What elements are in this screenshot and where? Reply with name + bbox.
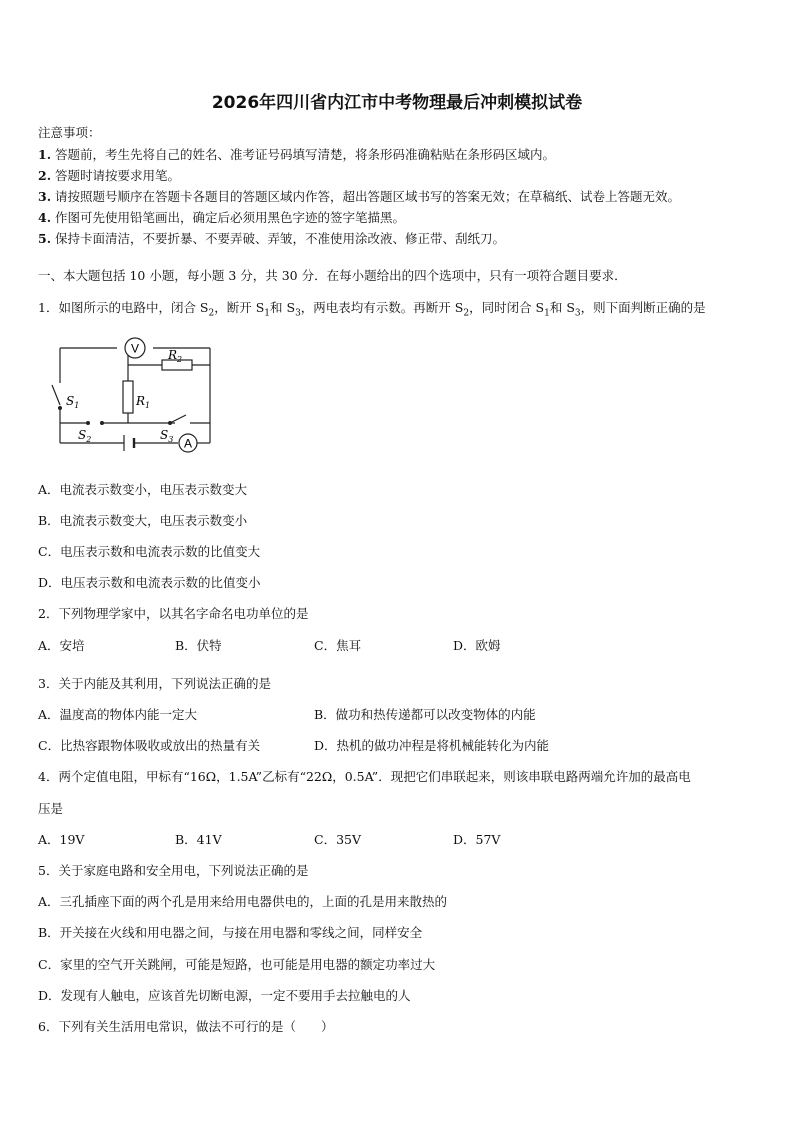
s3-label: $S_3$ [160,428,174,444]
option: A．电流表示数变小，电压表示数变大 [38,482,248,497]
notice-item: 3. 请按照题号顺序在答题卡各题目的答题区域内作答，超出答题区域书写的答案无效；在草稿纸、试卷上答题无效。 [38,189,681,204]
page-title: 2026年四川省内江市中考物理最后冲刺模拟试卷 [211,93,583,113]
option: B．电流表示数变大，电压表示数变小 [38,513,248,528]
option: D．57V [453,832,501,847]
r1-label: $R_1$ [136,394,151,410]
option: B．做功和热传递都可以改变物体的内能 [314,707,536,722]
option: B．伏特 [175,638,222,653]
option: D．热机的做功冲程是将机械能转化为内能 [314,738,550,753]
ammeter-label: A [183,436,193,451]
question-2-stem: 2．下列物理学家中，以其名字命名电功单位的是 [38,606,309,621]
switch-s2-contact [100,421,104,425]
question-3-stem: 3．关于内能及其利用，下列说法正确的是 [38,676,271,691]
r2-label: $R_2$ [168,348,183,364]
option: C．焦耳 [314,638,362,653]
s1-label: $S_1$ [66,394,80,410]
option: A．温度高的物体内能一定大 [38,707,198,722]
question-6-stem: 6．下列有关生活用电常识，做法不可行的是（ ） [38,1019,334,1034]
notice-item: 1. 答题前，考生先将自己的姓名、准考证号码填写清楚，将条形码准确粘贴在条形码区域内。 [38,147,556,162]
switch-s3-blade [170,415,186,423]
option: B．41V [175,832,222,847]
option: A．安培 [38,638,85,653]
option: D．电压表示数和电流表示数的比值变小 [38,575,261,590]
notice-item: 5. 保持卡面清洁，不要折暴、不要弄破、弄皱，不准使用涂改液、修正带、刮纸刀。 [38,231,506,246]
question-4-stem-continued: 压是 [38,801,64,816]
option: C．家里的空气开关跳闸，可能是短路，也可能是用电器的额定功率过大 [38,957,436,972]
resistor-r1 [123,381,133,413]
option: C．比热容跟物体吸收或放出的热量有关 [38,738,261,753]
switch-s2-contact [86,421,90,425]
option: A．三孔插座下面的两个孔是用来给用电器供电的，上面的孔是用来散热的 [38,894,448,909]
option: D．发现有人触电，应该首先切断电源，一定不要用手去拉触电的人 [38,988,411,1003]
notice-item: 4. 作图可先使用铅笔画出，确定后必须用黑色字迹的签字笔描黑。 [38,210,406,225]
s2-label: $S_2$ [78,428,92,444]
question-5-stem: 5．关于家庭电路和安全用电，下列说法正确的是 [38,863,309,878]
option: A．19V [38,832,85,847]
question-4-stem: 4．两个定值电阻，甲标有“16Ω，1.5A”乙标有“22Ω，0.5A”．现把它们串联起来，则该串联电路两端允许加的最高电 [38,769,691,784]
option: B．开关接在火线和用电器之间，与接在用电器和零线之间，同样安全 [38,925,423,940]
option: C．35V [314,832,361,847]
notice-heading: 注意事项： [38,125,101,140]
section-heading: 一、本大题包括 10 小题，每小题 3 分，共 30 分．在每小题给出的四个选项中，只有一项符合题目要求． [38,268,627,283]
switch-s1-contact [58,406,62,410]
question-1-stem: 1．如图所示的电路中，闭合 $S_2$，断开 $S_1$和 $S_3$，两电表均有示数。再断开 $S_2$，同时闭合 $S_1$和 $S_3$，则下面判断正确的是 [38,300,706,319]
option: D．欧姆 [453,638,501,653]
notice-item: 2. 答题时请按要求用笔。 [38,168,181,183]
circuit-diagram [40,333,220,453]
voltmeter-label: V [130,341,140,356]
option: C．电压表示数和电流表示数的比值变大 [38,544,261,559]
